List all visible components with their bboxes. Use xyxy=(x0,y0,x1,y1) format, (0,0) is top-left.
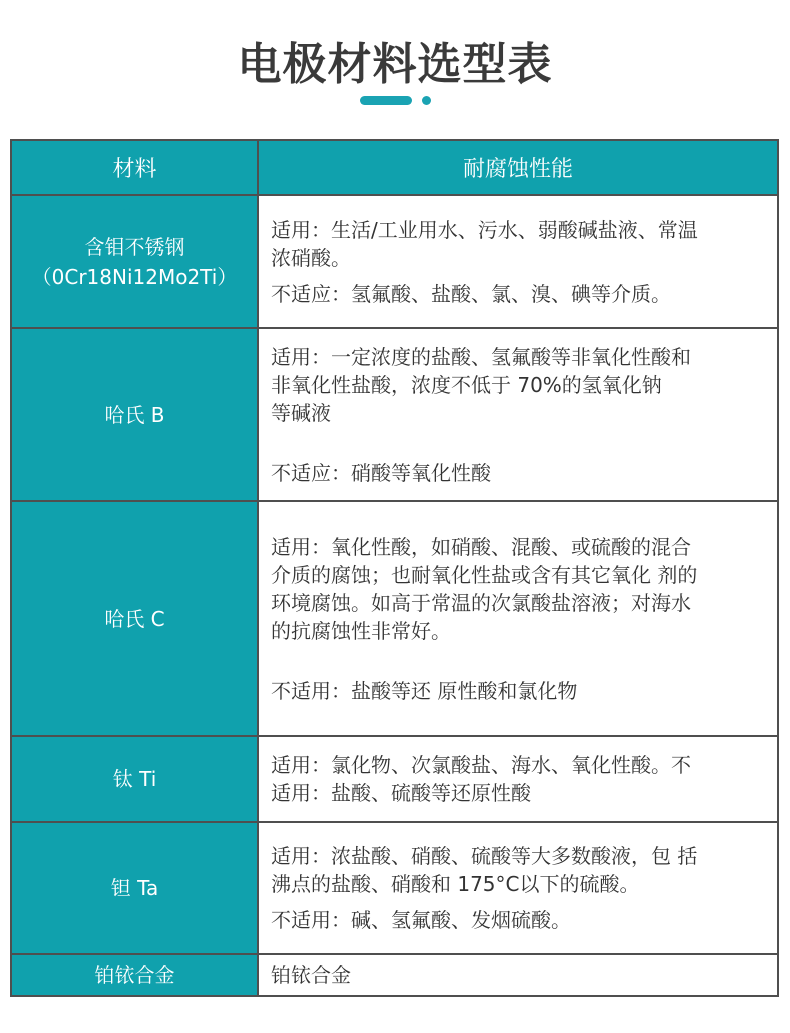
performance-cell xyxy=(258,501,778,736)
header-performance: 耐腐蚀性能 xyxy=(258,140,778,195)
performance-cell xyxy=(258,954,778,996)
material-cell xyxy=(11,954,258,996)
suitable-line: 沸点的盐酸、硝酸和 175°C以下的硫酸。 xyxy=(271,872,640,896)
material-name: 铂铱合金 xyxy=(94,963,175,987)
suitable-line: 介质的腐蚀；也耐氧化性盐或含有其它氧化 剂的 xyxy=(271,562,698,587)
suitable-line: 的抗腐蚀性非常好。 xyxy=(271,618,451,643)
suitable-line: 铂铱合金 xyxy=(271,963,351,987)
page-title: 电极材料选型表 xyxy=(237,39,553,90)
suitable-line: 适用：一定浓度的盐酸、氢氟酸等非氧化性酸和 xyxy=(271,344,691,369)
performance-cell xyxy=(258,328,778,501)
material-cell xyxy=(11,822,258,954)
material-cell xyxy=(11,195,258,328)
material-name: 钛 Ti xyxy=(112,767,157,791)
table-row xyxy=(11,501,778,736)
material-cell xyxy=(11,501,258,736)
suitable-line: 适用：浓盐酸、硝酸、硫酸等大多数酸液，包 括 xyxy=(271,844,698,868)
header-material: 材料 xyxy=(11,140,258,195)
material-table xyxy=(10,139,779,997)
table-row xyxy=(11,954,778,996)
material-cell xyxy=(11,736,258,822)
material-cell xyxy=(11,328,258,501)
material-name: 哈氏 B xyxy=(104,402,165,427)
performance-cell xyxy=(258,822,778,954)
table-header-row xyxy=(11,140,778,195)
material-name: 哈氏 C xyxy=(104,606,165,631)
material-name: 钽 Ta xyxy=(110,876,159,900)
performance-cell xyxy=(258,195,778,328)
table-row xyxy=(11,736,778,822)
material-spec: （0Cr18Ni12Mo2Ti） xyxy=(31,264,238,289)
suitable-line: 非氧化性盐酸，浓度不低于 70%的氢氧化钠 xyxy=(271,372,662,397)
suitable-line: 适用：氯化物、次氯酸盐、海水、氧化性酸。不 xyxy=(271,753,691,777)
table-row xyxy=(11,328,778,501)
performance-cell xyxy=(258,736,778,822)
suitable-line: 环境腐蚀。如高于常温的次氯酸盐溶液；对海水 xyxy=(271,590,691,615)
table-row xyxy=(11,822,778,954)
unsuitable-line: 不适用：碱、氢氟酸、发烟硫酸。 xyxy=(271,908,571,932)
suitable-line: 等碱液 xyxy=(271,400,331,425)
unsuitable-line: 不适应：硝酸等氧化性酸 xyxy=(271,460,491,485)
suitable-line: 适用：氧化性酸，如硝酸、混酸、或硫酸的混合 xyxy=(271,534,691,559)
suitable-line: 适用：生活/工业用水、污水、弱酸碱盐液、常温 xyxy=(271,217,698,242)
divider-dot xyxy=(422,96,431,105)
unsuitable-line: 不适应：氢氟酸、盐酸、氯、溴、碘等介质。 xyxy=(271,281,671,306)
table-row xyxy=(11,195,778,328)
suitable-line: 浓硝酸。 xyxy=(271,245,351,270)
divider-bar xyxy=(360,96,412,105)
suitable-line: 适用：盐酸、硫酸等还原性酸 xyxy=(271,781,531,805)
unsuitable-line: 不适用：盐酸等还 原性酸和氯化物 xyxy=(271,678,578,703)
material-name: 含钼不锈钢 xyxy=(84,234,185,259)
